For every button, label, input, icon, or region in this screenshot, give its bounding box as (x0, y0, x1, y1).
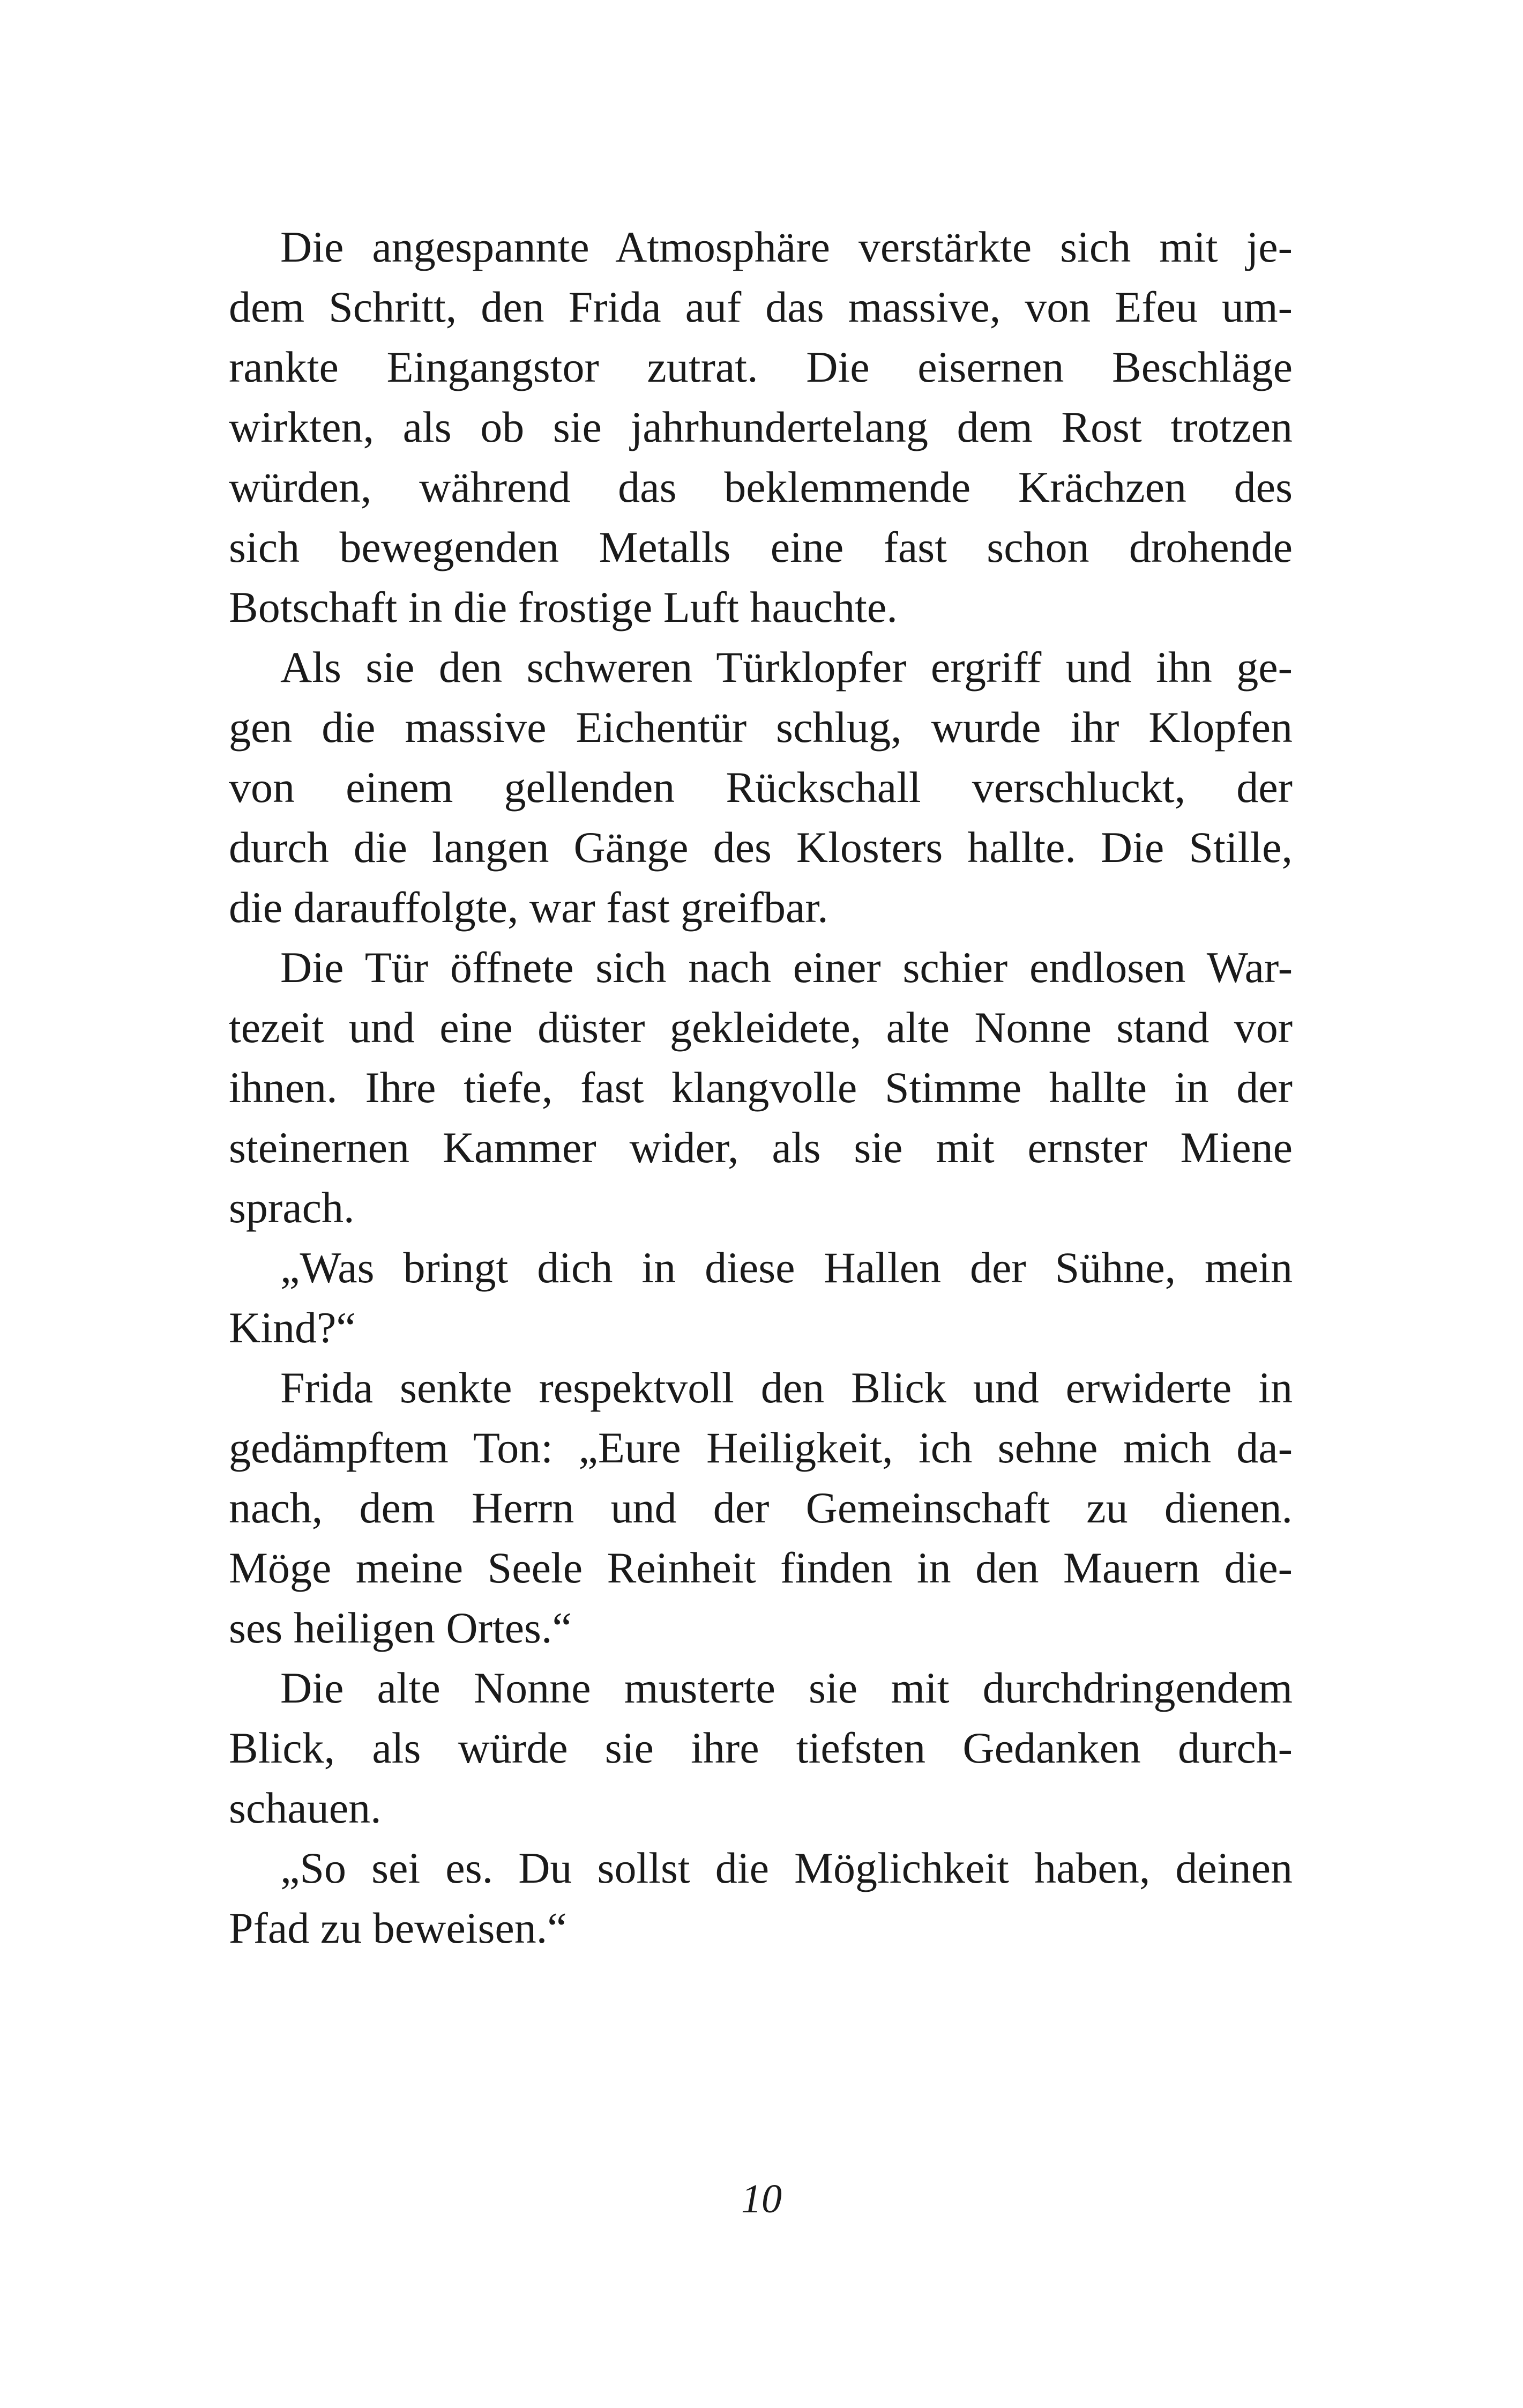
text-line: „Was bringt dich in diese Hallen der Sühne, mein (280, 1243, 1293, 1292)
text-line: Die Tür öffnete sich nach einer schier endlosen War- (280, 943, 1293, 992)
text-line: Frida senkte respektvoll den Blick und erwiderte in (280, 1363, 1293, 1412)
text-line: Die alte Nonne musterte sie mit durchdringendem (280, 1663, 1293, 1712)
text-line: gedämpftem Ton: „Eure Heiligkeit, ich sehne mich da- (229, 1423, 1293, 1472)
text-line: ihnen. Ihre tiefe, fast klangvolle Stimme hallte in der (229, 1063, 1293, 1112)
text-line: Pfad zu beweisen.“ (229, 1904, 567, 1952)
paragraph (229, 1238, 1293, 1358)
text-line: Die angespannte Atmosphäre verstärkte sich mit je- (280, 222, 1293, 271)
body-text (229, 217, 1293, 1958)
text-line: die darauffolgte, war fast greifbar. (229, 883, 828, 932)
text-line: schauen. (229, 1783, 382, 1832)
paragraph (229, 217, 1293, 637)
text-line: von einem gellenden Rückschall verschluckt, der (229, 763, 1293, 812)
text-line: sprach. (229, 1183, 355, 1232)
text-line: gen die massive Eichentür schlug, wurde ihr Klopfen (229, 703, 1293, 752)
text-line: Möge meine Seele Reinheit finden in den Mauern die- (229, 1543, 1293, 1592)
text-line: steinernen Kammer wider, als sie mit ernster Miene (229, 1123, 1293, 1172)
page-number: 10 (741, 2176, 782, 2221)
text-line: durch die langen Gänge des Klosters hallte. Die Stille, (229, 823, 1293, 872)
text-line: dem Schritt, den Frida auf das massive, von Efeu um- (229, 283, 1293, 331)
paragraph (229, 637, 1293, 938)
paragraph (229, 1658, 1293, 1838)
text-line: nach, dem Herrn und der Gemeinschaft zu dienen. (229, 1483, 1293, 1532)
text-line: tezeit und eine düster gekleidete, alte Nonne stand vor (229, 1003, 1293, 1052)
text-line: Botschaft in die frostige Luft hauchte. (229, 583, 898, 631)
text-line: sich bewegenden Metalls eine fast schon drohende (229, 523, 1293, 571)
text-line: rankte Eingangstor zutrat. Die eisernen Beschläge (229, 343, 1293, 391)
text-line: Blick, als würde sie ihre tiefsten Gedanken durch- (229, 1723, 1293, 1772)
text-line: würden, während das beklemmende Krächzen des (229, 463, 1293, 511)
text-line: Kind?“ (229, 1303, 356, 1352)
text-line: wirkten, als ob sie jahrhundertelang dem Rost trotzen (229, 403, 1293, 451)
text-line: Als sie den schweren Türklopfer ergriff und ihn ge- (280, 643, 1293, 692)
text-line: ses heiligen Ortes.“ (229, 1603, 572, 1652)
paragraph (229, 938, 1293, 1238)
paragraph (229, 1838, 1293, 1958)
text-line: „So sei es. Du sollst die Möglichkeit haben, deinen (280, 1844, 1293, 1892)
paragraph (229, 1358, 1293, 1658)
